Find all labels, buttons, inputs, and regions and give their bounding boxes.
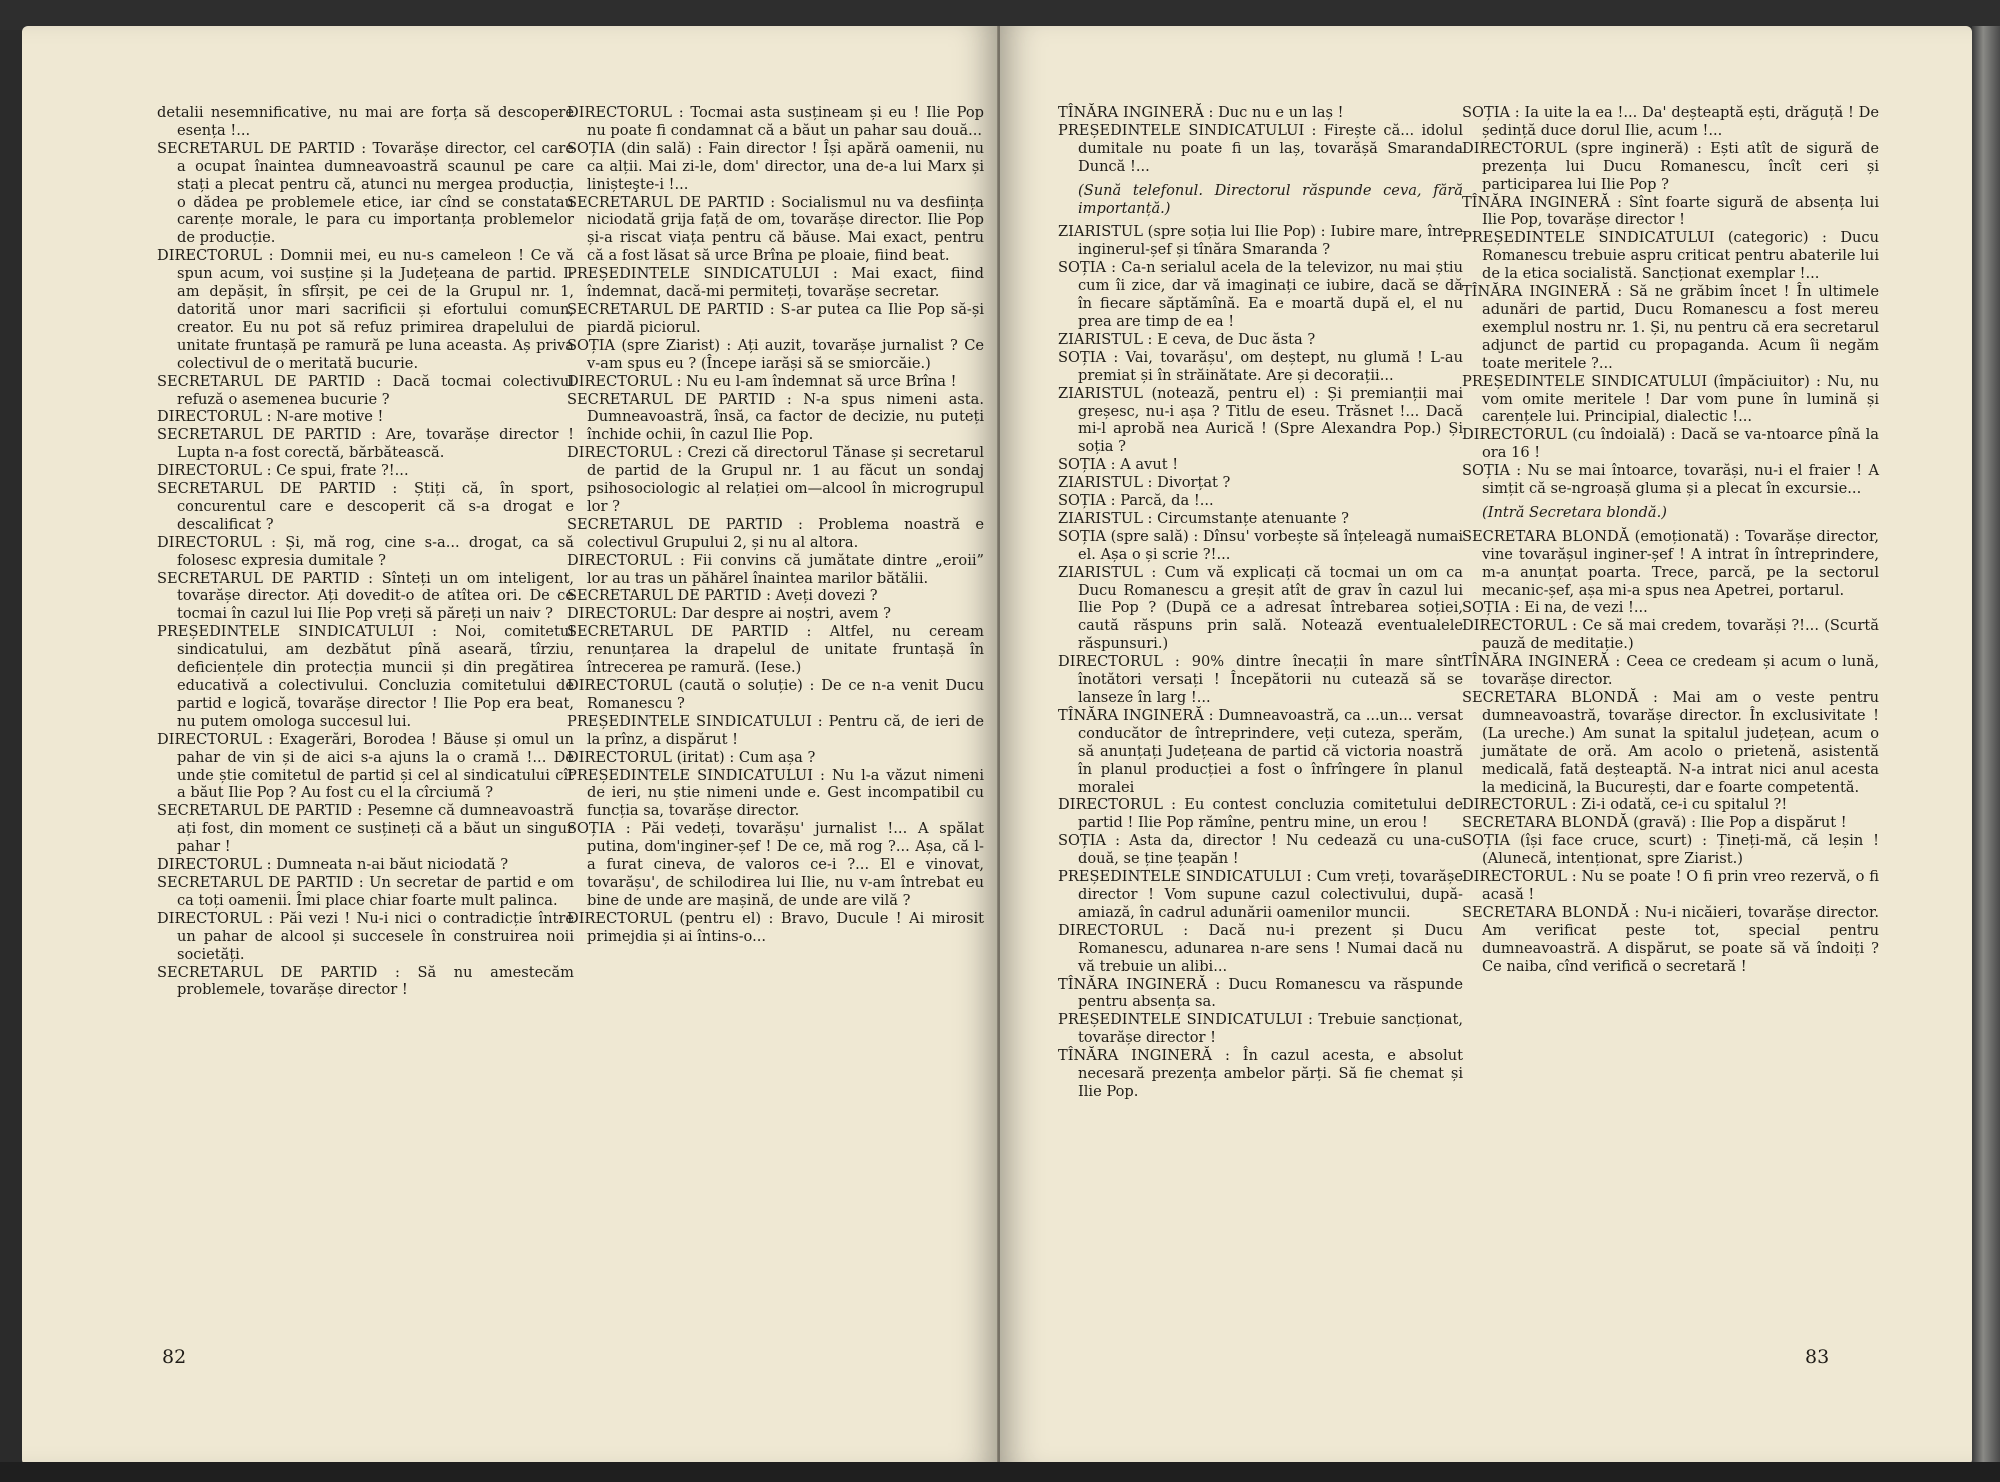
dialogue-line: ZIARISTUL : Cum vă explicați că tocmai un om ca Ducu Romanescu a greșit atît de grav în cazul lui Ilie Pop ? (După ce a adresat întrebarea soției, caută răspuns prin sală. Notează eventualele răspunsuri.) [1058,563,1463,653]
dialogue-line: SECRETARA BLONDĂ : Nu-i nicăieri, tovarășe director. Am verificat peste tot, special pentru dumneavoastră. A dispărut, se poate să vă îndoiți ? Ce naiba, cînd verifică o secretară ! [1462,903,1879,975]
dialogue-line: SOȚIA (spre Ziarist) : Ați auzit, tovarășe jurnalist ? Ce v-am spus eu ? (Începe iarăși să se smiorcăie.) [567,336,984,372]
page-number-left: 82 [162,1346,187,1368]
dialogue-line: DIRECTORUL : N-are motive ! [157,408,384,426]
dialogue-line: DIRECTORUL: Dar despre ai noștri, avem ? [567,605,891,623]
dialogue-line: DIRECTORUL : Exagerări, Borodea ! Băuse și omul un pahar de vin și de aici s-a ajuns la o cramă !... De unde știe comitetul de partid și cel al sindicatului cît a băut Ilie Pop ? Au fost cu el la cîrciumă ? [157,730,574,802]
dialogue-line: SOȚIA : Asta da, director ! Nu cedează cu una-cu două, se ține țeapăn ! [1058,832,1463,868]
dialogue-line: SOȚIA (spre sală) : Dînsu' vorbește să înțeleagă numai el. Așa o și scrie ?!... [1058,527,1463,563]
scanner-bottom-border [0,1462,2000,1482]
dialogue-line: DIRECTORUL : Dumneata n-ai băut niciodată ? [157,856,509,874]
page-83-column-2 [1462,104,1879,976]
dialogue-line: SOȚIA : A avut ! [1058,456,1179,474]
dialogue-line: SOȚIA : Ei na, de vezi !... [1462,599,1648,617]
page-number-right: 83 [1805,1346,1830,1368]
dialogue-line: ZIARISTUL : Divorțat ? [1058,474,1231,492]
dialogue-line: SECRETARUL DE PARTID : Pesemne că dumneavoastră ați fost, din moment ce susțineți că a băut un singur pahar ! [157,802,574,856]
dialogue-line: DIRECTORUL : Și, mă rog, cine s-a... drogat, ca să folosesc expresia dumitale ? [157,533,574,569]
dialogue-line: SECRETARA BLONDĂ (emoționată) : Tovarășe director, vine tovarășul inginer-șef ! A intrat în întreprindere, m-a anunțat poarta. Trece, parcă, pe la sectorul mecanic-șef, așa mi-a spus nea Apetrei, portarul. [1462,527,1879,599]
stage-direction: (Sună telefonul. Directorul răspunde ceva, fără importanță.) [1078,181,1463,217]
dialogue-line: SOȚIA (din sală) : Fain director ! Își apără oamenii, nu ca alții. Mai zi-le, dom' director, una de-a lui Marx și linișteşte-i !... [567,139,984,193]
dialogue-line: DIRECTORUL : Tocmai asta susțineam și eu ! Ilie Pop nu poate fi condamnat că a băut un pahar sau două... [567,104,984,139]
dialogue-line: DIRECTORUL : Nu se poate ! O fi prin vreo rezervă, o fi acasă ! [1462,868,1879,903]
dialogue-line: TÎNĂRA INGINERĂ : În cazul acesta, e absolut necesară prezența ambelor părți. Să fie chemat și Ilie Pop. [1058,1047,1463,1100]
dialogue-line: DIRECTORUL : Fii convins că jumătate dintre „eroii” lor au tras un păhărel înaintea marilor bătălii. [567,551,984,587]
dialogue-line: DIRECTORUL : Ce să mai credem, tovarăși ?!... (Scurtă pauză de meditație.) [1462,617,1879,653]
dialogue-line: SECRETARUL DE PARTID : S-ar putea ca Ilie Pop să-și piardă piciorul. [567,300,984,336]
dialogue-line: TÎNĂRA INGINERĂ : Dumneavoastră, ca ...un... versat conducător de întreprindere, veți cuteza, sperăm, să anunțați Județeana de partid că victoria noastră în planul producției a fost o înfrîngere în planul moralei [1058,706,1463,796]
dialogue-line: ZIARISTUL (spre soția lui Ilie Pop) : Iubire mare, între inginerul-șef și tînăra Smaranda ? [1058,223,1463,259]
dialogue-line: PREȘEDINTELE SINDICATULUI : Firește că... idolul dumitale nu poate fi un laș, tovarășă Smaranda Duncă !... [1058,121,1463,175]
dialogue-line: PREȘEDINTELE SINDICATULUI : Mai exact, fiind îndemnat, dacă-mi permiteți, tovarășe secretar. [567,265,984,301]
dialogue-line: SECRETARUL DE PARTID : Socialismul nu va desființa niciodată grija față de om, tovarășe director. Ilie Pop și-a riscat viața pentru că băuse. Mai exact, pentru că a fost lăsat să urce Brîna pe ploaie, fiind beat. [567,193,984,265]
dialogue-line: DIRECTORUL : Dacă nu-i prezent și Ducu Romanescu, adunarea n-are sens ! Numai dacă nu vă trebuie un alibi... [1058,921,1463,975]
page-82-column-2 [567,104,984,946]
dialogue-line: TÎNĂRA INGINERĂ : Sînt foarte sigură de absența lui Ilie Pop, tovarășe director ! [1462,193,1879,229]
dialogue-line: ZIARISTUL : Circumstanțe atenuante ? [1058,509,1349,527]
page-83-column-1 [1058,104,1463,1101]
stage-direction: (Intră Secretara blondă.) [1482,503,1667,521]
dialogue-line: TÎNĂRA INGINERĂ : Să ne grăbim încet ! În ultimele adunări de partid, Ducu Romanescu a fost mereu exemplul nostru nr. 1. Și, nu pentru că era secretarul adjunct de partid cu propaganda. Acum îi negăm toate meritele ?... [1462,283,1879,372]
page-stack-edge [1972,26,2000,1464]
dialogue-line: PREȘEDINTELE SINDICATULUI (împăciuitor) : Nu, nu vom omite meritele ! Dar vom pune în lumină și carențele lui. Principial, dialectic !... [1462,372,1879,426]
dialogue-line: PREȘEDINTELE SINDICATULUI (categoric) : Ducu Romanescu trebuie aspru criticat pentru abaterile lui de la etica socialistă. Sancționat exemplar !... [1462,229,1879,283]
dialogue-line: detalii nesemnificative, nu mai are forța să descopere esența !... [157,104,574,139]
dialogue-line: SECRETARUL DE PARTID : Are, tovarășe director ! Lupta n-a fost corectă, bărbătească. [157,426,574,462]
dialogue-line: SECRETARUL DE PARTID : Tovarășe director, cel care a ocupat înaintea dumneavoastră scaunul pe care stați a plecat pentru că, atunci nu mergea producția, o dădea pe problemele etice, iar cînd se constatau carențe morale, le para cu importanța problemelor de producție. [157,139,574,247]
dialogue-line: SECRETARUL DE PARTID : Să nu amestecăm problemele, tovarășe director ! [157,963,574,999]
dialogue-line: ZIARISTUL (notează, pentru el) : Și premianții mai greșesc, nu-i așa ? Titlu de eseu. Trăsnet !... Dacă mi-l aprobă nea Aurică ! (Spre Alexandra Pop.) Și soția ? [1058,384,1463,456]
dialogue-line: TÎNĂRA INGINERĂ : Duc nu e un laș ! [1058,104,1344,121]
dialogue-line: PREȘEDINTELE SINDICATULUI : Cum vreți, tovarășe director ! Vom supune cazul colectivului, după-amiază, în cadrul adunării oamenilor muncii. [1058,868,1463,921]
dialogue-line: SOȚIA : Nu se mai întoarce, tovarăși, nu-i el fraier ! A simțit că se-ngroașă gluma și a plecat în excursie... [1462,462,1879,498]
dialogue-line: PREȘEDINTELE SINDICATULUI : Pentru că, de ieri de la prînz, a dispărut ! [567,712,984,748]
dialogue-line: DIRECTORUL : Păi vezi ! Nu-i nici o contradicție între un pahar de alcool și succesele în construirea noii societăți. [157,909,574,963]
dialogue-line: DIRECTORUL : Crezi că directorul Tănase și secretarul de partid de la Grupul nr. 1 au făcut un sondaj psihosociologic al relației om—alcool în microgrupul lor ? [567,444,984,515]
dialogue-line: SECRETARA BLONDĂ (gravă) : Ilie Pop a dispărut ! [1462,814,1847,832]
dialogue-line: SOȚIA : Ia uite la ea !... Da' deșteaptă ești, drăguță ! De ședință duce dorul Ilie, acum !... [1462,104,1879,139]
dialogue-line: PREȘEDINTELE SINDICATULUI : Nu l-a văzut nimeni de ieri, nu știe nimeni unde e. Gest incompatibil cu funcția sa, tovarășe director. [567,766,984,820]
dialogue-line: DIRECTORUL (caută o soluție) : De ce n-a venit Ducu Romanescu ? [567,677,984,712]
dialogue-line: DIRECTORUL (cu îndoială) : Dacă se va-ntoarce pînă la ora 16 ! [1462,426,1879,462]
dialogue-line: DIRECTORUL (iritat) : Cum așa ? [567,748,816,766]
dialogue-line: TÎNĂRA INGINERĂ : Ceea ce credeam și acum o lună, tovarășe director. [1462,653,1879,689]
dialogue-line: SECRETARUL DE PARTID : Altfel, nu ceream renunțarea la drapelul de unitate fruntașă în întrecerea pe ramură. (Iese.) [567,623,984,677]
dialogue-line: SOȚIA : Ca-n serialul acela de la televizor, nu mai știu cum îi zice, dar vă imaginați ce iubire, dacă se dă în fiecare săptămînă. Ea e moartă după el, el nu prea are timp de ea ! [1058,259,1463,330]
dialogue-line: DIRECTORUL : Nu eu l-am îndemnat să urce Brîna ! [567,372,957,390]
dialogue-line: SECRETARA BLONDĂ : Mai am o veste pentru dumneavoastră, tovarășe director. În exclusivitate ! (La ureche.) Am sunat la spitalul județean, acum o jumătate de oră. Am acolo o prietenă, asistentă medicală, fată deșteaptă. N-a intrat nici anul acesta la medicină, la București, dar e foarte competentă. [1462,689,1879,796]
dialogue-line: SOȚIA : Păi vedeți, tovarășu' jurnalist !... A spălat putina, dom'inginer-șef ! De ce, mă rog ?... Așa, că l-a furat cineva, de valoros ce-i ?... El e vinovat, tovarășu', de schilodirea lui Ilie, nu v-am întrebat eu bine de unde are mașină, de unde are vilă ? [567,820,984,909]
dialogue-line: ZIARISTUL : E ceva, de Duc ăsta ? [1058,330,1316,348]
dialogue-line: SECRETARUL DE PARTID : Știți că, în sport, concurentul care e descoperit că s-a drogat e descalificat ? [157,480,574,533]
dialogue-line: SECRETARUL DE PARTID : Sînteți un om inteligent, tovarășe director. Ați dovedit-o de atîtea ori. De ce tocmai în cazul lui Ilie Pop vreți să păreți un naiv ? [157,569,574,623]
dialogue-line: DIRECTORUL : 90% dintre înecații în mare sînt înotători versați ! Începătorii nu cutează să se lanseze în larg !... [1058,653,1463,706]
dialogue-line: SECRETARUL DE PARTID : N-a spus nimeni asta. Dumneavoastră, însă, ca factor de decizie, nu puteți închide ochii, în cazul Ilie Pop. [567,390,984,444]
dialogue-line: SECRETARUL DE PARTID : Dacă tocmai colectivul refuză o asemenea bucurie ? [157,372,574,408]
dialogue-line: PREȘEDINTELE SINDICATULUI : Noi, comitetul sindicatului, am dezbătut pînă aseară, tîrziu, deficiențele din protecția muncii și din pregătirea educativă a colectivului. Concluzia comitetului de partid e logică, tovarășe director ! Ilie Pop era beat, nu putem omologa succesul lui. [157,623,574,730]
dialogue-line: SOȚIA (își face cruce, scurt) : Țineți-mă, că leșin ! (Alunecă, intenționat, spre Ziarist.) [1462,832,1879,868]
dialogue-line: DIRECTORUL : Ce spui, frate ?!... [157,462,409,480]
page-82 [22,26,997,1464]
dialogue-line: SOȚIA : Parcă, da !... [1058,492,1214,510]
dialogue-line: DIRECTORUL : Zi-i odată, ce-i cu spitalul ?! [1462,796,1788,814]
dialogue-line: SOȚIA : Vai, tovarășu', om deștept, nu glumă ! L-au premiat și în străinătate. Are și decorații... [1058,348,1463,384]
dialogue-line: TÎNĂRA INGINERĂ : Ducu Romanescu va răspunde pentru absența sa. [1058,975,1463,1011]
dialogue-line: DIRECTORUL : Domnii mei, eu nu-s cameleon ! Ce vă spun acum, voi susține și la Județeana de partid. I-am depășit, în sfîrșit, pe cei de la Grupul nr. 1, datorită unor mari sacrificii și efortului comun, creator. Eu nu pot să refuz primirea drapelului de unitate fruntașă pe ramură pe luna aceasta. Aș priva colectivul de o meritată bucurie. [157,247,574,372]
dialogue-line: DIRECTORUL (pentru el) : Bravo, Ducule ! Ai mirosit primejdia și ai întins-o... [567,909,984,945]
page-82-column-1 [157,104,574,999]
dialogue-line: SECRETARUL DE PARTID : Un secretar de partid e om ca toți oamenii. Îmi place chiar foarte mult palinca. [157,873,574,909]
page-83 [1000,26,1972,1464]
dialogue-line: DIRECTORUL (spre ingineră) : Ești atît de sigură de prezența lui Ducu Romanescu, încît ceri și participarea lui Ilie Pop ? [1462,139,1879,193]
dialogue-line: DIRECTORUL : Eu contest concluzia comitetului de partid ! Ilie Pop rămîne, pentru mine, un erou ! [1058,796,1463,832]
dialogue-line: PREȘEDINTELE SINDICATULUI : Trebuie sancționat, tovarășe director ! [1058,1011,1463,1047]
dialogue-line: SECRETARUL DE PARTID : Problema noastră e colectivul Grupului 2, și nu al altora. [567,515,984,551]
dialogue-line: SECRETARUL DE PARTID : Aveți dovezi ? [567,587,878,605]
